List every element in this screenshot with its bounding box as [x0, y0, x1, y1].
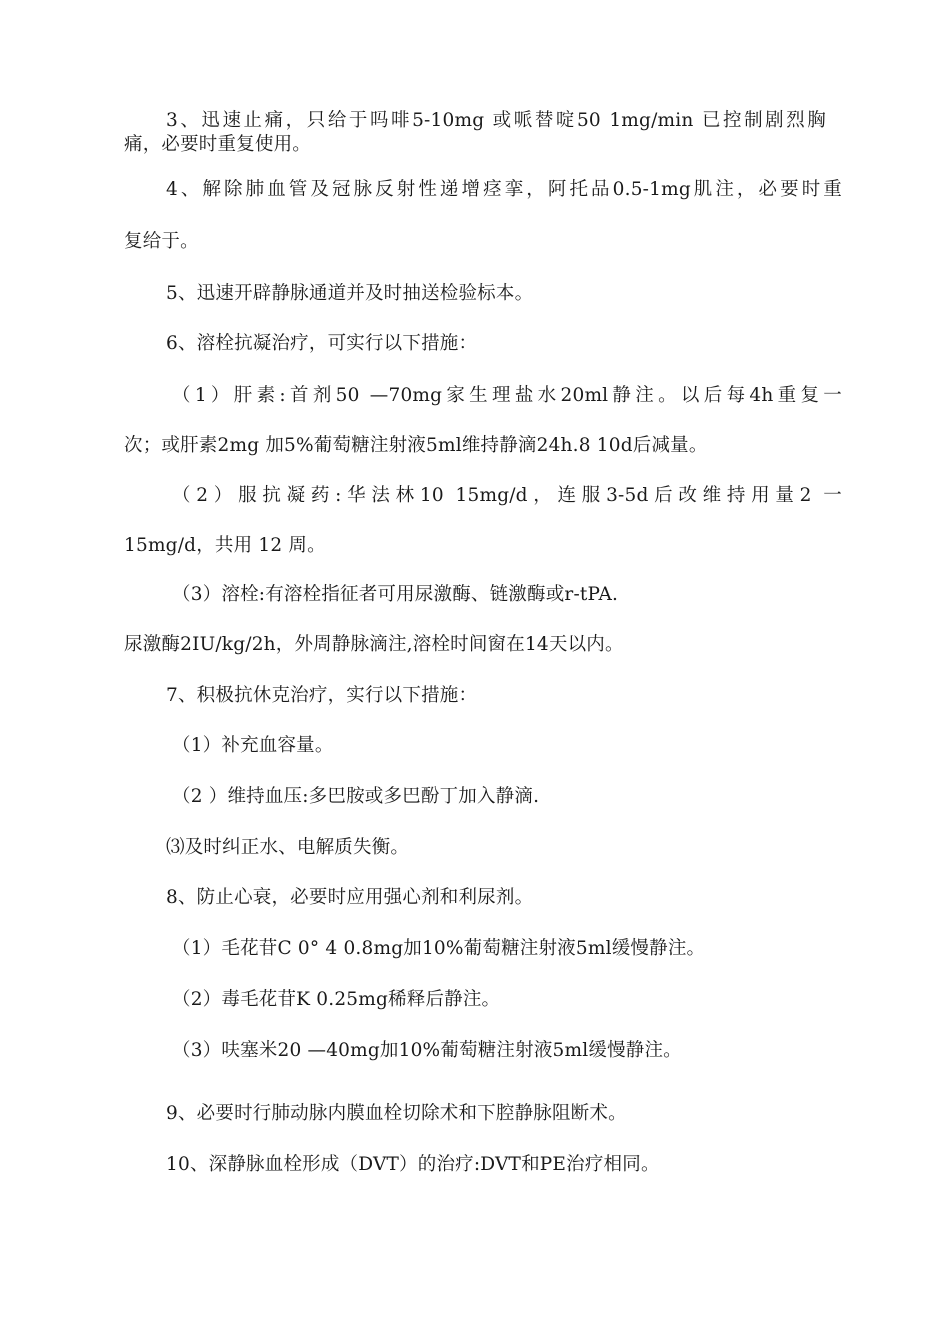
paragraph-line: （1）肝素:首剂50 —70mg家生理盐水20ml静注。以后每4h重复一: [172, 385, 842, 406]
paragraph-line: （3）呋塞米20 —40mg加10%葡萄糖注射液5ml缓慢静注。: [172, 1040, 682, 1061]
paragraph-line: ⑶及时纠正水、电解质失衡。: [166, 837, 410, 858]
paragraph-line: 10、深静脉血栓形成（DVT）的治疗:DVT和PE治疗相同。: [166, 1154, 660, 1175]
paragraph-line: 6、溶栓抗凝治疗，可实行以下措施：: [166, 333, 478, 354]
paragraph-line: 9、必要时行肺动脉内膜血栓切除术和下腔静脉阻断术。: [166, 1103, 627, 1124]
paragraph-line: 4、解除肺血管及冠脉反射性递增痉挛，阿托品0.5-1mg肌注，必要时重: [166, 179, 842, 200]
paragraph-line: （1）补充血容量。: [172, 735, 334, 756]
paragraph-line: 3、迅速止痛，只给于吗啡5-10mg 或哌替啶50 1mg/min 已控制剧烈胸: [166, 110, 826, 131]
paragraph-line: 7、积极抗休克治疗，实行以下措施：: [166, 685, 478, 706]
paragraph-line: （1）毛花苷C 0° 4 0.8mg加10%葡萄糖注射液5ml缓慢静注。: [172, 938, 706, 959]
paragraph-line: 尿激酶2IU/kg/2h，外周静脉滴注,溶栓时间窗在14天以内。: [124, 634, 624, 655]
paragraph-line: 8、防止心衰，必要时应用强心剂和利尿剂。: [166, 887, 534, 908]
paragraph-line: （2 ）维持血压:多巴胺或多巴酚丁加入静滴.: [172, 786, 540, 807]
paragraph-line: （3）溶栓:有溶栓指征者可用尿激酶、链激酶或r-tPA.: [172, 584, 619, 605]
paragraph-line: （2）毒毛花苷K 0.25mg稀释后静注。: [172, 989, 501, 1010]
paragraph-line: 15mg/d，共用 12 周。: [124, 535, 326, 556]
paragraph-line: 5、迅速开辟静脉通道并及时抽送检验标本。: [166, 283, 534, 304]
paragraph-line: （2）服抗凝药:华法林10 15mg/d，连服3-5d后改维持用量2 一: [172, 485, 842, 506]
paragraph-line: 复给于。: [124, 231, 199, 252]
paragraph-line: 次；或肝素2mg 加5%葡萄糖注射液5ml维持静滴24h.8 10d后减量。: [124, 435, 708, 456]
paragraph-line: 痛，必要时重复使用。: [124, 134, 312, 155]
